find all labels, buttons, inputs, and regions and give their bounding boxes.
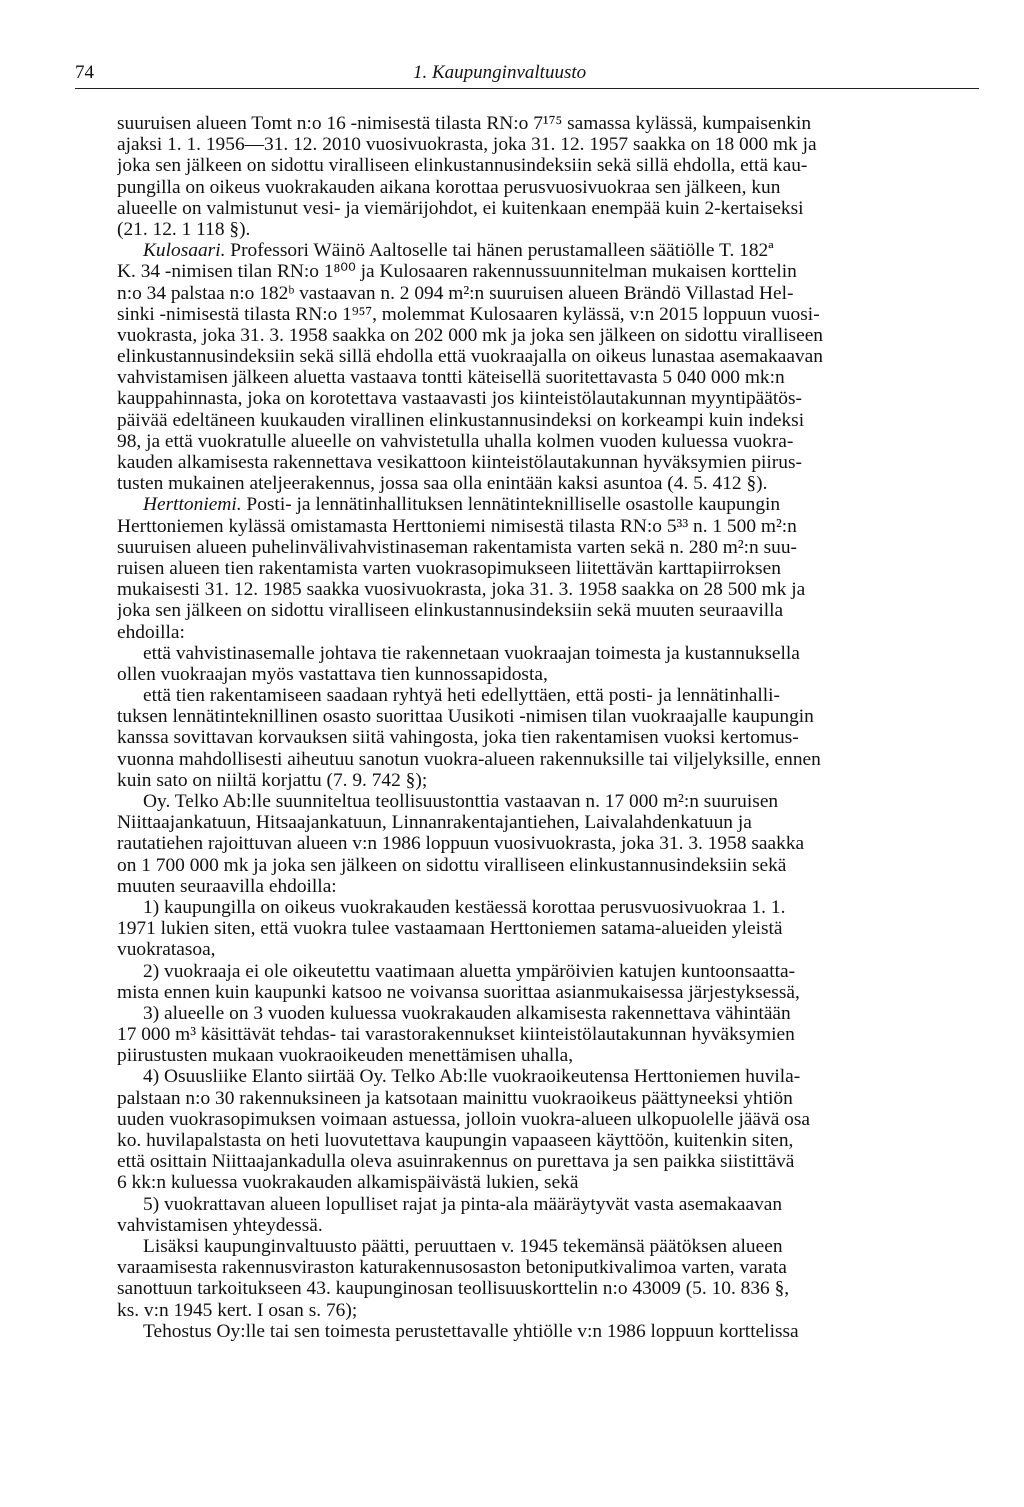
text-line <box>117 113 979 134</box>
line-text: kuin sato on niiltä korjattu (7. 9. 742 §); <box>117 769 428 791</box>
line-text: uuden vuokrasopimuksen voimaan astuessa, jolloin vuokra-alueen ulkopuolelle jäävä osa <box>117 1108 811 1130</box>
line-text: 17 000 m³ käsittävät tehdas- tai varastorakennukset kiinteistölautakunnan hyväksymien <box>117 1024 795 1046</box>
text-line <box>117 579 979 600</box>
line-text: 3) alueelle on 3 vuoden kuluessa vuokrakauden alkamisesta rakennettava vähintään <box>143 1002 791 1024</box>
line-text: piirustusten mukaan vuokraoikeuden menettämisen uhalla, <box>117 1045 574 1067</box>
line-text: Oy. Telko Ab:lle suunniteltua teollisuustonttia vastaavan n. 17 000 m²:n suuruisen <box>143 791 779 812</box>
text-line <box>117 706 979 727</box>
line-text: kauppahinnasta, joka on korotettava vastaavasti jos kiinteistölautakunnan myyntipäätös- <box>117 388 802 410</box>
text-line <box>117 1321 979 1342</box>
line-text: 1) kaupungilla on oikeus vuokrakauden kestäessä korottaa perusvuosivuokraa 1. 1. <box>143 896 786 918</box>
line-text: Lisäksi kaupunginvaltuusto päätti, peruuttaen v. 1945 tekemänsä päätöksen alueen <box>143 1235 783 1257</box>
text-line <box>117 452 979 473</box>
line-text: mukaisesti 31. 12. 1985 saakka vuosivuokrasta, joka 31. 3. 1958 saakka on 28 500 mk ja <box>117 579 806 601</box>
line-text: Posti- ja lennätinhallituksen lennätinteknilliselle osastolle kaupungin <box>241 494 781 516</box>
line-text: 4) Osuusliike Elanto siirtää Oy. Telko Ab:lle vuokraoikeutensa Herttoniemen huvila- <box>143 1066 801 1088</box>
text-line <box>117 410 979 431</box>
text-line <box>117 749 979 770</box>
text-line <box>117 1024 979 1045</box>
line-text: muuten seuraavilla ehdoilla: <box>117 875 337 897</box>
text-line <box>117 770 979 791</box>
line-text: Niittaajankatuun, Hitsaajankatuun, Linnanrakentajantiehen, Laivalahdenkatuun ja <box>117 812 752 834</box>
text-line <box>117 1257 979 1278</box>
text-line <box>117 516 979 537</box>
text-line <box>117 388 979 409</box>
section-heading: Kulosaari. <box>143 240 226 262</box>
line-text: ruisen alueen tien rakentamista varten vuokrasopimukseen liitettävän karttapiirroksen <box>117 557 781 579</box>
text-line <box>117 643 979 664</box>
line-text: on 1 700 000 mk ja joka sen jälkeen on sidottu viralliseen elinkustannusindeksiin sekä <box>117 854 787 876</box>
text-line <box>117 1088 979 1109</box>
text-line <box>117 664 979 685</box>
line-text: (21. 12. 1 118 §). <box>117 218 251 240</box>
text-line <box>117 1194 979 1215</box>
section-heading: Herttoniemi. <box>143 494 242 516</box>
text-line <box>117 431 979 452</box>
text-line <box>117 791 979 812</box>
line-text: 5) vuokrattavan alueen lopulliset rajat ja pinta-ala määräytyvät vasta asemakaavan <box>143 1193 783 1215</box>
line-text: joka sen jälkeen on sidottu viralliseen elinkustannusindeksiin sekä muuten seuraavilla <box>117 600 784 622</box>
line-text: suuruisen alueen puhelinvälivahvistinaseman rakentamista varten sekä n. 280 m²:n suu- <box>117 536 797 558</box>
line-text: elinkustannusindeksiin sekä sillä ehdolla että vuokraajalla on oikeus lunastaa asemakaavan <box>117 346 823 368</box>
text-line <box>117 155 979 176</box>
line-text: ko. huvilapalstasta on heti luovutettava kaupungin vapaaseen käyttöön, kuitenkin siten, <box>117 1130 794 1151</box>
line-text: rautatiehen rajoittuvan alueen v:n 1986 loppuun vuosivuokrasta, joka 31. 3. 1958 saakka <box>117 833 805 855</box>
text-line <box>117 346 979 367</box>
line-text: joka sen jälkeen on sidottu viralliseen elinkustannusindeksiin sekä sillä ehdolla, että kau- <box>117 155 808 177</box>
page-header <box>75 62 979 89</box>
page-number: 74 <box>75 62 94 83</box>
text-line <box>117 1151 979 1172</box>
text-line <box>117 727 979 748</box>
text-line <box>117 1130 979 1151</box>
text-line <box>117 982 979 1003</box>
line-text: suuruisen alueen Tomt n:o 16 -nimisestä tilasta RN:o 7¹⁷⁵ samassa kylässä, kumpaisenkin <box>117 113 812 134</box>
line-text: vahvistamisen yhteydessä. <box>117 1214 323 1236</box>
text-line <box>117 1003 979 1024</box>
text-line <box>117 198 979 219</box>
text-line <box>117 855 979 876</box>
text-line <box>117 939 979 960</box>
text-line <box>117 1215 979 1236</box>
text-line <box>117 1066 979 1087</box>
text-line <box>117 558 979 579</box>
line-text: kauden alkamisesta rakennettava vesikattoon kiinteistölautakunnan hyväksymien piirus- <box>117 452 802 473</box>
line-text: n:o 34 palstaa n:o 182ᵇ vastaavan n. 2 094 m²:n suuruisen alueen Brändö Villastad Hel- <box>117 282 794 304</box>
line-text: vahvistamisen jälkeen aluetta vastaava tontti käteisellä suoritettavasta 5 040 000 mk:n <box>117 367 785 389</box>
line-text: ollen vuokraajan myös vastattava tien kunnossapidosta, <box>117 663 548 685</box>
text-line <box>117 283 979 304</box>
body-text <box>117 113 979 1342</box>
text-line <box>117 325 979 346</box>
line-text: että tien rakentamiseen saadaan ryhtyä heti edellyttäen, että posti- ja lennätinhalli- <box>143 685 780 707</box>
text-line <box>117 367 979 388</box>
line-text: vuokrasta, joka 31. 3. 1958 saakka on 202 000 mk ja joka sen jälkeen on sidottu viralliseen <box>117 324 823 346</box>
line-text: K. 34 -nimisen tilan RN:o 1⁸⁰⁰ ja Kulosaaren rakennussuunnitelman mukaisen korttelin <box>117 261 797 283</box>
text-line <box>117 1109 979 1130</box>
text-line <box>117 918 979 939</box>
line-text: 2) vuokraaja ei ole oikeutettu vaatimaan aluetta ympäröivien katujen kuntoonsaatta- <box>143 960 796 982</box>
text-line <box>117 473 979 494</box>
text-line <box>117 1300 979 1321</box>
line-text: alueelle on valmistunut vesi- ja viemärijohdot, ei kuitenkaan enempää kuin 2-kertaiseksi <box>117 197 804 219</box>
line-text: 1971 lukien siten, että vuokra tulee vastaamaan Herttoniemen satama-alueiden yleistä <box>117 918 783 940</box>
line-text: Professori Wäinö Aaltoselle tai hänen perustamalleen säätiölle T. 182ª <box>225 240 774 262</box>
text-line <box>117 1172 979 1193</box>
line-text: että vahvistinasemalle johtava tie rakennetaan vuokraajan toimesta ja kustannuksella <box>143 642 800 664</box>
line-text: 98, ja että vuokratulle alueelle on vahvistetulla uhalla kolmen vuoden kuluessa vuokra- <box>117 430 794 452</box>
text-line <box>117 876 979 897</box>
text-line <box>117 685 979 706</box>
line-text: Tehostus Oy:lle tai sen toimesta perustettavalle yhtiölle v:n 1986 loppuun korttelissa <box>143 1320 799 1342</box>
text-line <box>117 219 979 240</box>
line-text: vuokratasoa, <box>117 939 216 961</box>
text-line <box>117 494 979 515</box>
line-text: varaamisesta rakennusviraston katurakennusosaston betoniputkivalimoa varten, varata <box>117 1257 787 1279</box>
text-line <box>117 600 979 621</box>
text-line <box>117 833 979 854</box>
line-text: 6 kk:n kuluessa vuokrakauden alkamispäivästä lukien, sekä <box>117 1172 579 1194</box>
line-text: että osittain Niittaajankadulla oleva asuinrakennus on purettava ja sen paikka siistittävä <box>117 1151 795 1173</box>
text-line <box>117 1278 979 1299</box>
line-text: ajaksi 1. 1. 1956—31. 12. 2010 vuosivuokrasta, joka 31. 12. 1957 saakka on 18 000 mk ja <box>117 134 817 156</box>
line-text: päivää edeltäneen kuukauden virallinen elinkustannusindeksi on korkeampi kuin indeksi <box>117 409 805 431</box>
line-text: mista ennen kuin kaupunki katsoo ne voivansa suorittaa asianmukaisessa järjestyksessä, <box>117 981 800 1003</box>
text-line <box>117 537 979 558</box>
text-line <box>117 304 979 325</box>
line-text: sanottuun tarkoitukseen 43. kaupunginosan teollisuuskorttelin n:o 43009 (5. 10. 836 §, <box>117 1278 790 1300</box>
text-line <box>117 261 979 282</box>
line-text: pungilla on oikeus vuokrakauden aikana korottaa perusvuosivuokraa sen jälkeen, kun <box>117 176 781 198</box>
line-text: sinki -nimisestä tilasta RN:o 1⁹⁵⁷, molemmat Kulosaaren kylässä, v:n 2015 loppuun vuosi- <box>117 303 820 325</box>
text-line <box>117 622 979 643</box>
text-line <box>117 961 979 982</box>
line-text: tusten mukainen ateljeerakennus, jossa saa olla enintään kaksi asuntoa (4. 5. 412 §). <box>117 473 768 495</box>
running-title: 1. Kaupunginvaltuusto <box>413 62 587 83</box>
text-line <box>117 1045 979 1066</box>
text-line <box>117 897 979 918</box>
line-text: tuksen lennätinteknillinen osasto suorittaa Uusikoti -nimisen tilan vuokraajalle kaupungin <box>117 706 814 728</box>
text-line <box>117 240 979 261</box>
line-text: palstaan n:o 30 rakennuksineen ja katsotaan mainittu vuokraoikeus päättyneeksi yhtiön <box>117 1087 793 1109</box>
text-line <box>117 177 979 198</box>
text-line <box>117 1236 979 1257</box>
text-line <box>117 812 979 833</box>
line-text: ehdoilla: <box>117 621 185 643</box>
line-text: kanssa sovittavan korvauksen siitä vahingosta, joka tien rakentamisen vuoksi kertomus- <box>117 727 799 749</box>
text-line <box>117 134 979 155</box>
line-text: vuonna mahdollisesti aiheutuu sanotun vuokra-alueen rakennuksille tai viljelyksille, ennen <box>117 748 821 770</box>
line-text: Herttoniemen kylässä omistamasta Herttoniemi nimisestä tilasta RN:o 5³³ n. 1 500 m²:n <box>117 515 797 537</box>
line-text: ks. v:n 1945 kert. I osan s. 76); <box>117 1299 358 1321</box>
